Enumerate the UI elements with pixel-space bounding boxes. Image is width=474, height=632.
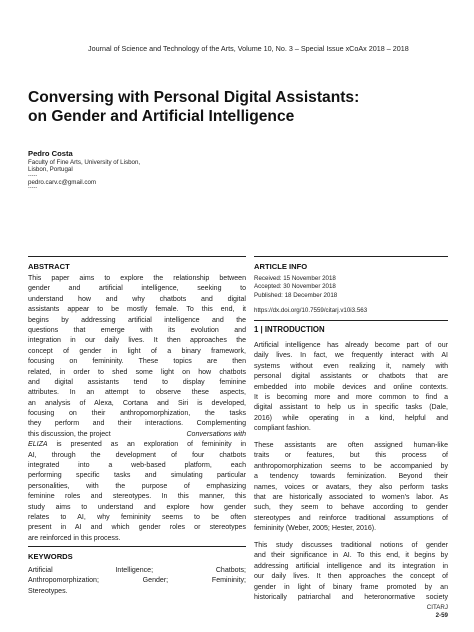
abstract-line: relates to AI, why femininity seems to be often <box>28 513 246 521</box>
abstract-line: are reinforced in this process. <box>28 534 121 542</box>
abstract-line: begins by addressing artificial intelligence and the <box>28 316 246 324</box>
intro-line: such, they seem to behave according to gender <box>254 504 448 512</box>
abstract-line: and digital assistants tend to display feminine <box>28 378 246 386</box>
abstract-rule <box>28 256 246 257</box>
doi-link[interactable]: https://dx.doi.org/10.7559/citarj.v10i3.563 <box>254 307 368 315</box>
journal-header: Journal of Science and Technology of the Arts, Volume 10, No. 3 – Special Issue xCoAx 2018 – 2018 <box>88 44 409 53</box>
abstract-line-text: this discussion, the project <box>28 430 111 438</box>
project-title-italic: Conversations with <box>186 430 246 438</box>
page-footer <box>427 604 448 620</box>
abstract-line: questions that emerge with its evolution and <box>28 326 246 334</box>
abstract-line: focusing on femininity. These topics are then <box>28 358 246 366</box>
introduction-paragraph-1 <box>254 341 448 435</box>
abstract-line: AI, through the development of four chatbots <box>28 451 246 459</box>
abstract-line: understand how and why chatbots and digital <box>28 295 246 303</box>
abstract-heading: ABSTRACT <box>28 262 70 271</box>
abstract-line: they perform and their interactions. Complementing <box>28 420 246 428</box>
published-date: Published: 18 December 2018 <box>254 291 338 299</box>
abstract-line: feminine roles and stereotypes. In this manner, this <box>28 493 246 501</box>
abstract-line-rest: is presented as an exploration of femininity in <box>56 441 246 449</box>
keyword: Anthropomorphization; <box>28 577 99 585</box>
abstract-line: performing specific tasks and simulating particular <box>28 472 246 480</box>
keyword: Artificial <box>28 567 53 574</box>
intro-line: personal digital assistants or chatbots that are <box>254 373 448 381</box>
intro-line: daily lives. In fact, we frequently interact with AI <box>254 352 448 360</box>
keywords-line: Stereotypes. <box>28 587 68 595</box>
project-title-italic: ELIZA <box>28 441 48 449</box>
abstract-line: present in AI and which gender roles or stereotypes <box>28 524 246 532</box>
author-email[interactable]: pedro.carv.c@gmail.com <box>28 178 97 186</box>
intro-line: It is becoming more and more common to find a <box>254 393 448 401</box>
intro-line: embedded into mobile devices and online contexts. <box>254 383 448 391</box>
email-separator: ----- <box>28 185 38 192</box>
intro-line: and their significance in AI. To this end, it begins by <box>254 552 448 560</box>
intro-line: that are historically associated to women's labor. As <box>254 493 448 501</box>
intro-line: anthropomorphization seems to be accompanied by <box>254 462 448 470</box>
introduction-paragraph-3 <box>254 541 448 603</box>
abstract-line <box>28 440 246 450</box>
intro-line: Artificial intelligence has already become part of our <box>254 342 448 349</box>
author-name: Pedro Costa <box>28 149 73 158</box>
abstract-line: an analysis of Alexa, Cortana and Siri is developed, <box>28 399 246 407</box>
abstract-line: attributes. In an attempt to observe these aspects, <box>28 389 246 397</box>
abstract-body <box>28 274 246 544</box>
title-line-2: on Gender and Artificial Intelligence <box>28 108 295 125</box>
article-info-rule <box>254 256 448 257</box>
article-info <box>254 275 367 316</box>
intro-line: This study discusses traditional notions of gender <box>254 542 448 549</box>
keywords-rule <box>28 546 246 547</box>
intro-line: femininity (Weber, 2005; Hester, 2016). <box>254 525 377 533</box>
title-line-1: Conversing with Personal Digital Assistants: <box>28 89 360 106</box>
introduction-rule <box>254 320 448 321</box>
affiliation-separator: ----- <box>28 172 38 179</box>
abstract-line: related, in order to shed some light on how chatbots <box>28 368 246 376</box>
intro-line: 2016) while operating in a kind, helpful and <box>254 414 448 422</box>
abstract-line: focusing on their anthropomorphization, the tasks <box>28 410 246 418</box>
abstract-line: personalities, with the purpose of emphasizing <box>28 482 246 490</box>
abstract-line: gender and artificial intelligence, seeking to <box>28 285 246 293</box>
abstract-line: integrated into a web-based platform, each <box>28 462 246 470</box>
intro-line: addressing artificial intelligence and its integration in <box>254 562 448 570</box>
article-info-heading: ARTICLE INFO <box>254 262 308 271</box>
keyword: Femininity; <box>211 577 246 585</box>
introduction-paragraph-2 <box>254 441 448 535</box>
keywords-heading: KEYWORDS <box>28 552 73 561</box>
keywords-line <box>28 566 246 576</box>
keyword: Intelligence; <box>115 567 154 574</box>
keywords-line <box>28 576 246 586</box>
keyword: Chatbots; <box>215 567 246 574</box>
intro-line: compliant fashion. <box>254 425 311 433</box>
intro-line: a tendency towards feminization. Beyond their <box>254 473 448 481</box>
keywords-list <box>28 566 246 597</box>
intro-line: systems without even realizing it, namely with <box>254 362 448 370</box>
paper-title <box>28 88 448 126</box>
abstract-line: concept of gender in light of a binary framework, <box>28 347 246 355</box>
author-affiliation <box>28 159 140 191</box>
introduction-heading: 1 | INTRODUCTION <box>254 325 325 334</box>
intro-line: gender in light of binary frame promoted by an <box>254 583 448 591</box>
abstract-line: assistants appear to be mostly female. To this end, it <box>28 306 246 314</box>
keyword: Gender; <box>142 577 169 585</box>
intro-line: our daily lives. It then approaches the concept of <box>254 573 448 581</box>
intro-line: names, voices or avatars, they also perform tasks <box>254 483 448 491</box>
affiliation-line: Faculty of Fine Arts, University of Lisbon, <box>28 159 141 166</box>
intro-line: historically patriarchal and heteronormative society <box>254 593 448 601</box>
footer-journal-abbr: CITARJ <box>426 604 448 611</box>
abstract-line: integration in our daily lives. It then approaches the <box>28 337 246 345</box>
intro-line: digital assistant to help us in specific tasks (Dale, <box>254 404 448 412</box>
affiliation-line: Lisbon, Portugal <box>28 166 73 174</box>
accepted-date: Accepted: 30 November 2018 <box>254 283 336 291</box>
footer-page-number: 2-59 <box>435 612 448 619</box>
intro-line: stereotypes and reinforce traditional assumptions of <box>254 514 448 522</box>
abstract-line: This paper aims to explore the relationship between <box>28 275 246 282</box>
abstract-line-with-title <box>28 430 246 440</box>
abstract-line: study aims to understand and explore how gender <box>28 503 246 511</box>
intro-line: These assistants are often assigned human-like <box>254 442 448 449</box>
intro-line: traits or features, but this process of <box>254 452 448 460</box>
received-date: Received: 15 November 2018 <box>254 275 336 282</box>
